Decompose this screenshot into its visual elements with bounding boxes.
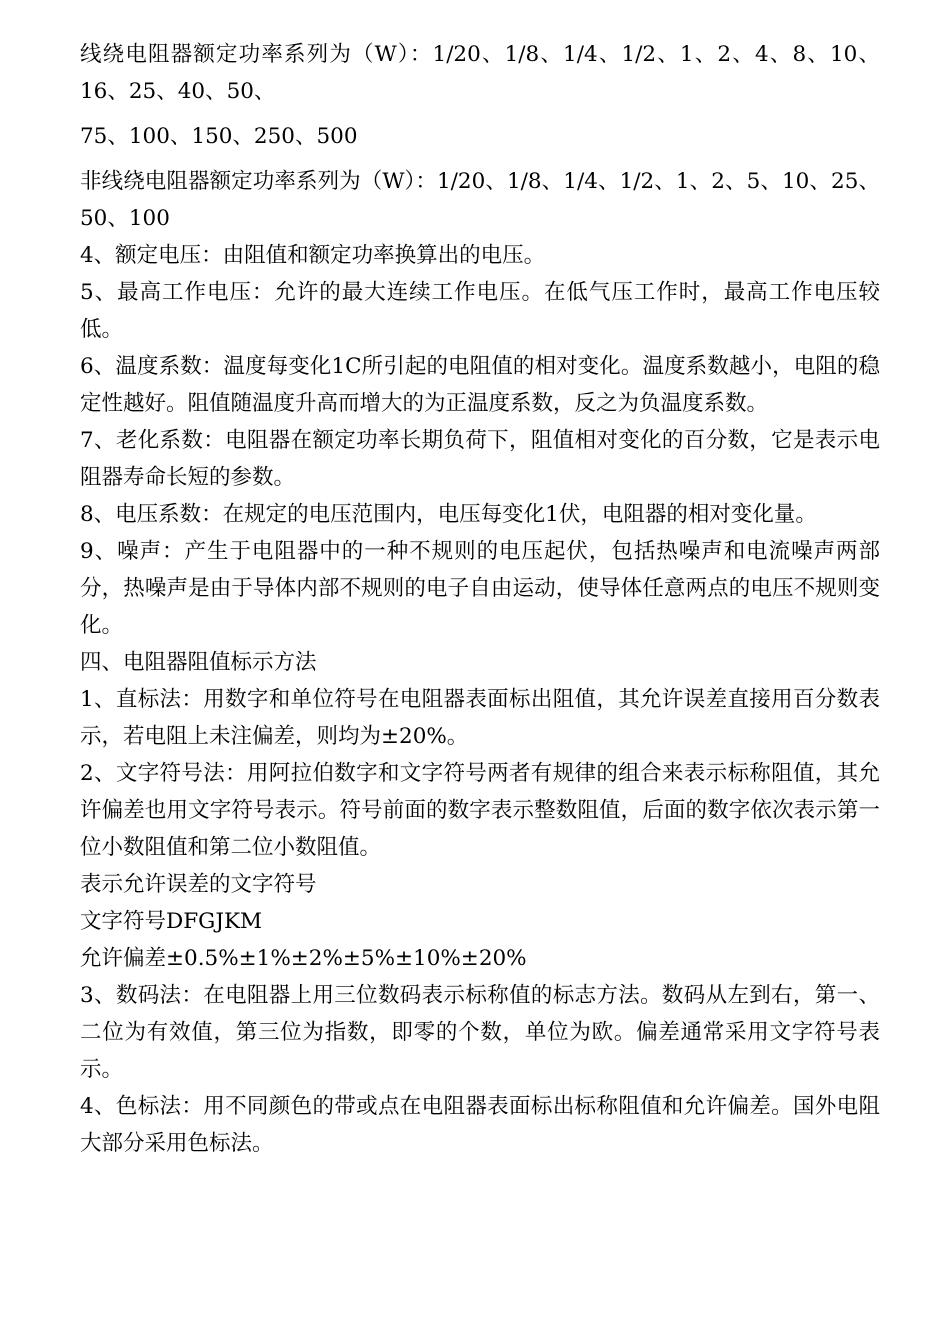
section-heading-marking-methods: 四、电阻器阻值标示方法	[80, 650, 317, 675]
paragraph-tolerance-letters: 文字符号DFGJKM	[80, 909, 263, 934]
paragraph-temperature-coefficient: 6、温度系数：温度每变化1C所引起的电阻值的相对变化。温度系数越小，电阻的稳定性越好。阻值随温度升高而增大的为正温度系数，反之为负温度系数。	[80, 354, 880, 416]
paragraph-direct-marking: 1、直标法：用数字和单位符号在电阻器表面标出阻值，其允许误差直接用百分数表示，若电阻上未注偏差，则均为±20%。	[80, 687, 880, 749]
paragraph-numeric-code-method: 3、数码法：在电阻器上用三位数码表示标称值的标志方法。数码从左到右，第一、二位为有效值，第三位为指数，即零的个数，单位为欧。偏差通常采用文字符号表示。	[80, 983, 880, 1082]
paragraph-tolerance-symbols-title: 表示允许误差的文字符号	[80, 872, 317, 897]
paragraph-tolerance-values: 允许偏差±0.5%±1%±2%±5%±10%±20%	[80, 946, 527, 971]
paragraph-noise: 9、噪声：产生于电阻器中的一种不规则的电压起伏，包括热噪声和电流噪声两部分，热噪声是由于导体内部不规则的电子自由运动，使导体任意两点的电压不规则变化。	[80, 539, 880, 638]
paragraph-max-working-voltage: 5、最高工作电压：允许的最大连续工作电压。在低气压工作时，最高工作电压较低。	[80, 280, 880, 342]
paragraph-text-symbol-method: 2、文字符号法：用阿拉伯数字和文字符号两者有规律的组合来表示标称阻值，其允许偏差也用文字符号表示。符号前面的数字表示整数阻值，后面的数字依次表示第一位小数阻值和第二位小数阻值。	[80, 761, 880, 860]
paragraph-wirewound-power-series-cont: 75、100、150、250、500	[80, 124, 358, 149]
paragraph-nonwirewound-power-series: 非线绕电阻器额定功率系列为（W）：1/20、1/8、1/4、1/2、1、2、5、10、25、50、100	[80, 169, 880, 231]
paragraph-voltage-coefficient: 8、电压系数：在规定的电压范围内，电压每变化1伏，电阻器的相对变化量。	[80, 502, 817, 527]
paragraph-aging-coefficient: 7、老化系数：电阻器在额定功率长期负荷下，阻值相对变化的百分数，它是表示电阻器寿命长短的参数。	[80, 428, 880, 490]
paragraph-wirewound-power-series: 线绕电阻器额定功率系列为（W）：1/20、1/8、1/4、1/2、1、2、4、8、10、16、25、40、50、	[80, 42, 880, 104]
document-page	[80, 36, 880, 1162]
paragraph-color-code-method: 4、色标法：用不同颜色的带或点在电阻器表面标出标称阻值和允许偏差。国外电阻大部分采用色标法。	[80, 1094, 880, 1156]
paragraph-rated-voltage: 4、额定电压：由阻值和额定功率换算出的电压。	[80, 243, 546, 268]
